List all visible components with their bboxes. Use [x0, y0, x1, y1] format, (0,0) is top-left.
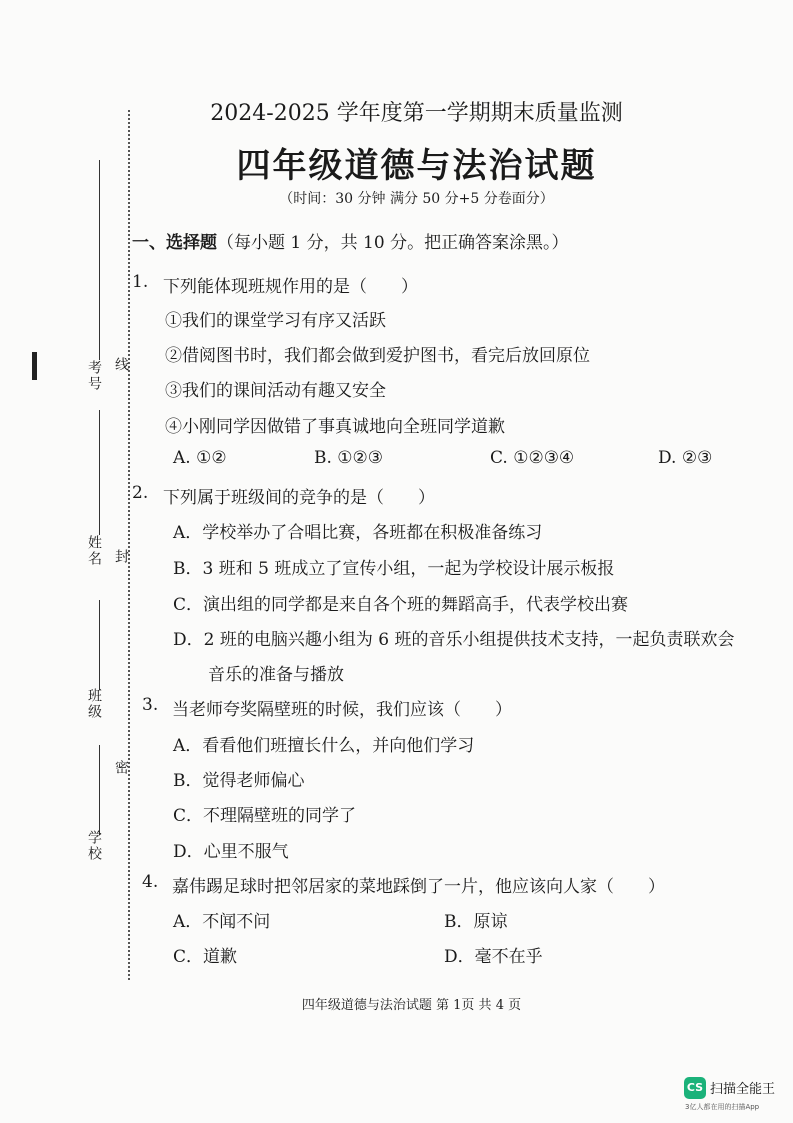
question-3-option-c[interactable]: C．不理隔壁班的同学了 — [173, 806, 357, 826]
question-3-text: 当老师夸奖隔壁班的时候，我们应该（ ） — [172, 700, 512, 720]
binding-mark — [32, 352, 37, 380]
question-4-option-a[interactable]: A．不闻不问 — [173, 912, 271, 932]
question-1-option-a[interactable]: A. ①② — [173, 448, 227, 468]
section-instruction: （每小题 1 分，共 10 分。把正确答案涂黑。） — [217, 233, 569, 253]
question-1-item-4: ④小刚同学因做错了事真诚地向全班同学道歉 — [165, 417, 505, 437]
question-2-option-a[interactable]: A．学校举办了合唱比赛，各班都在积极准备练习 — [173, 523, 543, 543]
question-1-option-d[interactable]: D. ②③ — [658, 448, 713, 468]
section-label: 一、选择题 — [132, 233, 217, 253]
time-info: （时间：30 分钟 满分 50 分+5 分卷面分） — [279, 191, 554, 207]
question-1-number: 1. — [132, 272, 149, 292]
question-1-item-2: ②借阅图书时，我们都会做到爱护图书，看完后放回原位 — [165, 346, 590, 366]
question-3-option-a[interactable]: A．看看他们班擅长什么，并向他们学习 — [173, 736, 475, 756]
school-line — [99, 745, 100, 835]
question-1-option-b[interactable]: B. ①②③ — [314, 448, 384, 468]
question-2-option-d[interactable]: D．2 班的电脑兴趣小组为 6 班的音乐小组提供技术支持，一起负责联欢会 — [173, 630, 735, 650]
page-title: 四年级道德与法治试题 — [236, 146, 597, 186]
question-3-option-b[interactable]: B．觉得老师偏心 — [173, 771, 305, 791]
question-4-number: 4. — [142, 872, 159, 892]
question-4-option-d[interactable]: D．毫不在乎 — [444, 947, 543, 967]
question-3-number: 3. — [142, 695, 159, 715]
question-1-text: 下列能体现班规作用的是（ ） — [163, 277, 418, 297]
binding-secret-char: 密 — [113, 760, 129, 776]
name-label: 姓名 — [86, 535, 102, 567]
question-4-option-c[interactable]: C．道歉 — [173, 947, 238, 967]
question-1-item-3: ③我们的课间活动有趣又安全 — [165, 381, 386, 401]
section-title — [132, 228, 569, 253]
class-line — [99, 600, 100, 690]
binding-dotted-line — [128, 110, 130, 980]
question-1-option-c[interactable]: C. ①②③④ — [490, 448, 575, 468]
page-footer: 四年级道德与法治试题 第 1页 共 4 页 — [301, 998, 522, 1013]
class-label: 班级 — [86, 688, 102, 720]
question-2-option-c[interactable]: C．演出组的同学都是来自各个班的舞蹈高手，代表学校出赛 — [173, 595, 629, 615]
question-4-text: 嘉伟踢足球时把邻居家的菜地踩倒了一片，他应该向人家（ ） — [172, 877, 665, 897]
binding-seal-char: 封 — [113, 549, 129, 565]
question-2-option-b[interactable]: B．3 班和 5 班成立了宣传小组，一起为学校设计展示板报 — [173, 559, 615, 579]
question-3-option-d[interactable]: D．心里不服气 — [173, 842, 289, 862]
question-4-option-b[interactable]: B．原谅 — [444, 912, 508, 932]
question-2-text: 下列属于班级间的竞争的是（ ） — [163, 488, 435, 508]
camscanner-slogan: 3亿人都在用的扫描App — [685, 1103, 760, 1111]
question-1-item-1: ①我们的课堂学习有序又活跃 — [165, 311, 386, 331]
name-line — [99, 410, 100, 535]
binding-line-char: 线 — [113, 357, 129, 373]
question-2-option-d-continued: 音乐的准备与播放 — [208, 665, 344, 685]
camscanner-name: 扫描全能王 — [710, 1082, 776, 1097]
camscanner-logo-icon: CS — [684, 1077, 706, 1099]
exam-no-label: 考号 — [86, 360, 102, 392]
exam-term-title: 2024-2025 学年度第一学期期末质量监测 — [210, 101, 623, 126]
question-2-number: 2. — [132, 483, 149, 503]
school-label: 学校 — [86, 830, 102, 862]
